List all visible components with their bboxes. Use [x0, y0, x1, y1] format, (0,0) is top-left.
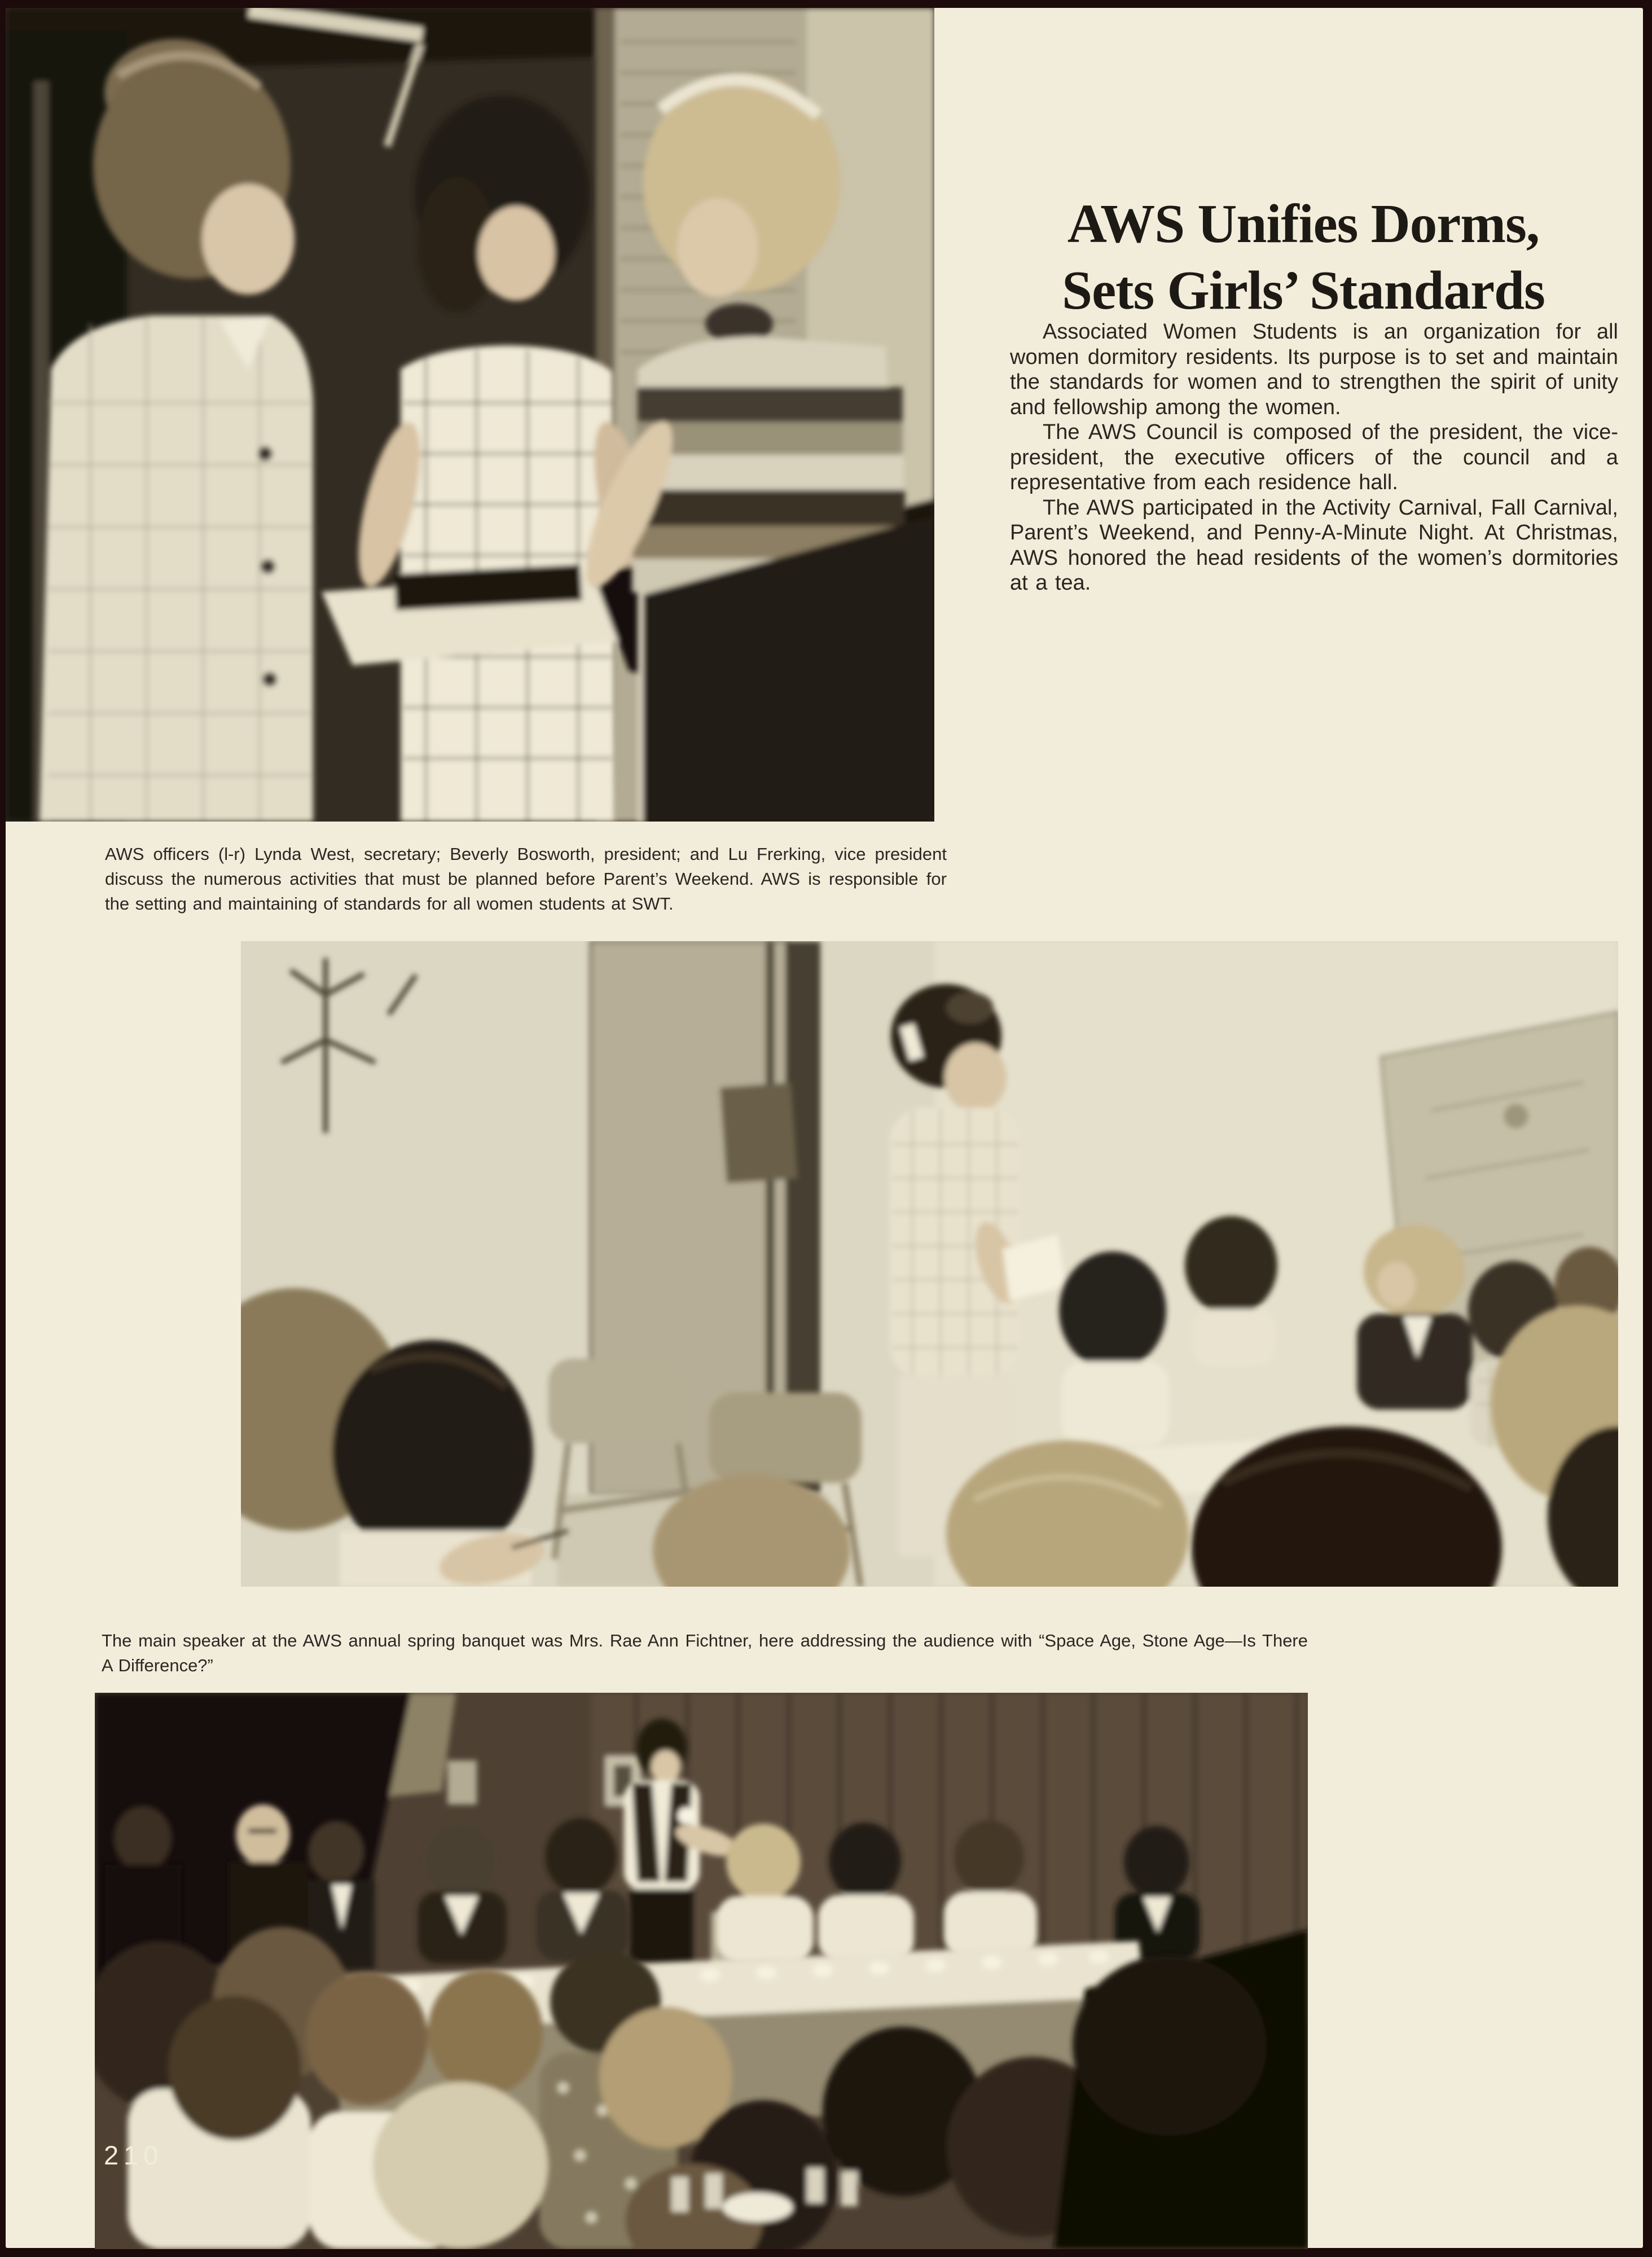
aws-banquet-photo: [95, 1693, 1308, 2249]
article-title-line2: Sets Girls’ Standards: [1062, 260, 1545, 320]
banquet-speaker-caption: The main speaker at the AWS annual spring banquet was Mrs. Rae Ann Fichtner, here addressing the audience with “Space Age, Stone Age—Is There A Difference?”: [102, 1631, 1308, 1675]
aws-officers-photo-art: [6, 8, 934, 822]
article-title: [982, 191, 1625, 324]
article-body: [1010, 319, 1618, 596]
officers-photo-caption: AWS officers (l-r) Lynda West, secretary; Beverly Bosworth, president; and Lu Frerking, vice president discuss the numerous activities that must be planned before Parent’s Weekend. AWS is responsible for the setting and maintaining of standards for all women students at SWT.: [105, 844, 947, 914]
body-paragraph-3: The AWS participated in the Activity Carnival, Fall Carnival, Parent’s Weekend, and Penny-A-Minute Night. At Christmas, AWS honored the head residents of the women’s dormitories at a tea.: [1010, 495, 1618, 595]
aws-banquet-photo-art: [95, 1693, 1308, 2249]
aws-meeting-photo: [241, 941, 1618, 1587]
aws-meeting-photo-art: [241, 941, 1618, 1587]
body-paragraph-1: Associated Women Students is an organization for all women dormitory residents. Its purpose is to set and maintain the standards for women and to strengthen the spirit of unity and fellowship among the women.: [1010, 320, 1618, 419]
body-paragraph-2: The AWS Council is composed of the president, the vice-president, the executive officers of the council and a representative from each residence hall.: [1010, 420, 1618, 494]
aws-officers-photo: [6, 8, 934, 822]
page-number: 210: [104, 2140, 164, 2170]
article-title-line1: AWS Unifies Dorms,: [1067, 194, 1540, 254]
